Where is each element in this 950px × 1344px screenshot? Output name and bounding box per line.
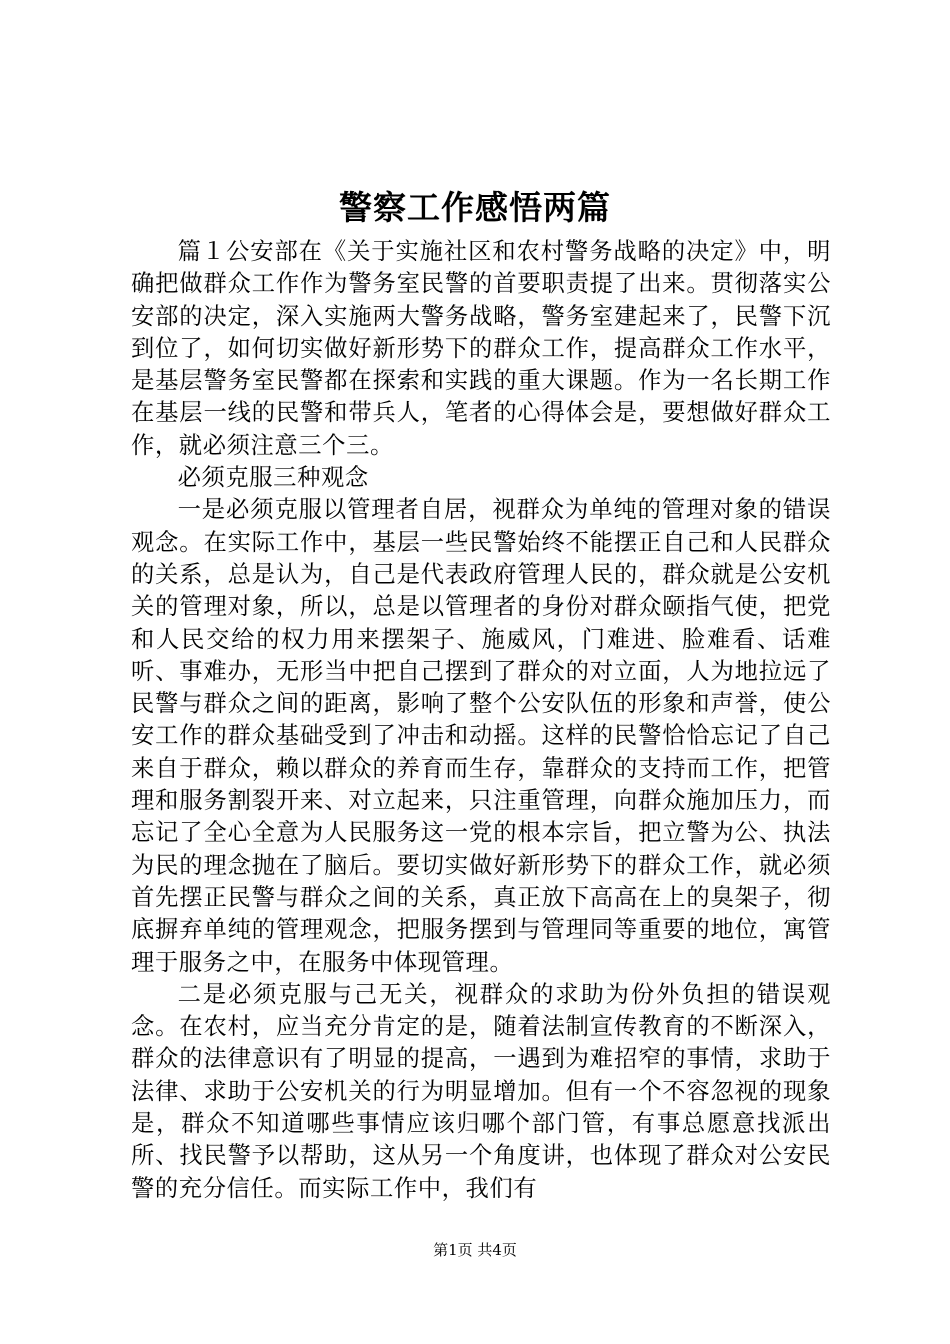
page-number-footer: 第1页 共4页 [433,1241,517,1259]
document-body [131,236,831,1205]
document-title: 警察工作感悟两篇 [339,188,611,227]
paragraph-point-two: 二是必须克服与己无关，视群众的求助为份外负担的错误观念。在农村，应当充分肯定的是，随着法制宣传教育的不断深入，群众的法律意识有了明显的提高，一遇到为难招窄的事情，求助于法律、求助于公安机关的行为明显增加。但有一个不容忽视的现象是，群众不知道哪些事情应该归哪个部门管，有事总愿意找派出所、找民警予以帮助，这从另一个角度讲，也体现了群众对公安民警的充分信任。而实际工作中，我们有 [131,980,831,1202]
paragraph-point-one: 一是必须克服以管理者自居，视群众为单纯的管理对象的错误观念。在实际工作中，基层一些民警始终不能摆正自己和人民群众的关系，总是认为，自己是代表政府管理人民的，群众就是公安机关的管理对象，所以，总是以管理者的身份对群众颐指气使，把党和人民交给的权力用来摆架子、施威风，门难进、脸难看、话难听、事难办，无形当中把自己摆到了群众的对立面，人为地拉远了民警与群众之间的距离，影响了整个公安队伍的形象和声誉，使公安工作的群众基础受到了冲击和动摇。这样的民警恰恰忘记了自己来自于群众，赖以群众的养育而生存，靠群众的支持而工作，把管理和服务割裂开来、对立起来，只注重管理，向群众施加压力，而忘记了全心全意为人民服务这一党的根本宗旨，把立警为公、执法为民的理念抛在了脑后。要切实做好新形势下的群众工作，就必须首先摆正民警与群众之间的关系，真正放下高高在上的臭架子，彻底摒弃单纯的管理观念，把服务摆到与管理同等重要的地位，寓管理于服务之中，在服务中体现管理。 [131,496,831,976]
section-heading: 必须克服三种观念 [177,464,369,492]
paragraph-intro: 篇１公安部在《关于实施社区和农村警务战略的决定》中，明确把做群众工作作为警务室民警的首要职责提了出来。贯彻落实公安部的决定，深入实施两大警务战略，警务室建起来了，民警下沉到位了，如何切实做好新形势下的群众工作，提高群众工作水平，是基层警务室民警都在探索和实践的重大课题。作为一名长期工作在基层一线的民警和带兵人，笔者的心得体会是，要想做好群众工作，就必须注意三个三。 [131,238,831,459]
